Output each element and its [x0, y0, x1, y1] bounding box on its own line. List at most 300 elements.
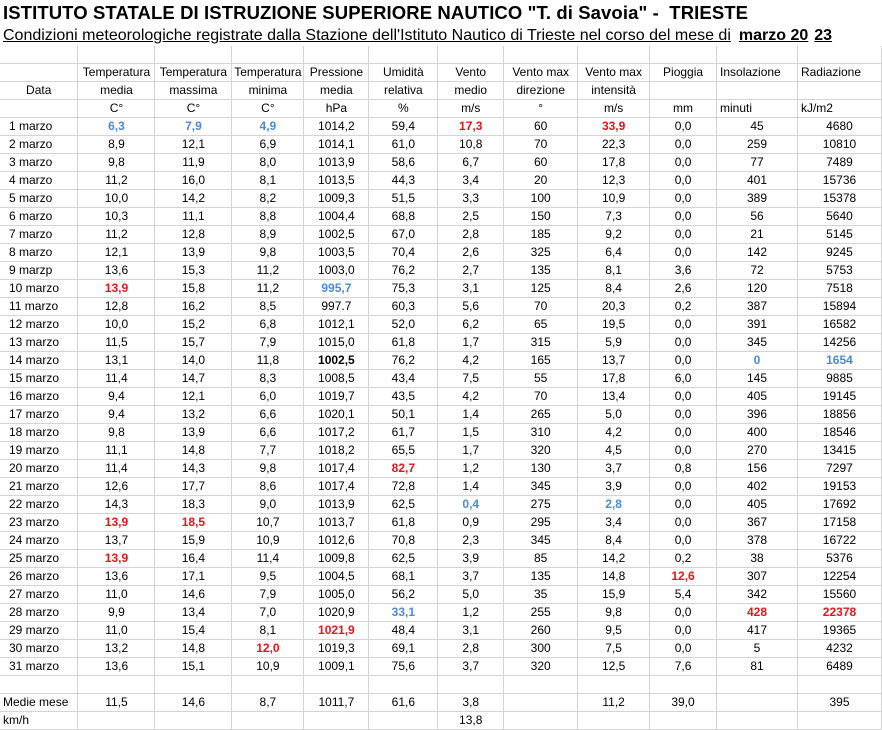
table-row: [0, 298, 882, 316]
value-cell: 367: [717, 514, 798, 532]
value-cell: 0,0: [650, 532, 717, 550]
value-cell: 81: [717, 658, 798, 676]
date-cell: 15 marzo: [0, 370, 78, 388]
column-header: C°: [155, 100, 232, 118]
value-cell: 4,5: [578, 442, 650, 460]
column-header: direzione: [504, 82, 578, 100]
value-cell: 19153: [797, 478, 881, 496]
value-cell: 1003,0: [304, 262, 369, 280]
value-cell: 65: [504, 316, 578, 334]
value-cell: 13,2: [78, 640, 155, 658]
empty-cell: [232, 676, 304, 694]
date-cell: 28 marzo: [0, 604, 78, 622]
value-cell: 68,1: [369, 568, 438, 586]
value-cell: 0: [717, 352, 798, 370]
column-header: kJ/m2: [797, 100, 881, 118]
value-cell: 12254: [797, 568, 881, 586]
date-cell: 30 marzo: [0, 640, 78, 658]
date-cell: 24 marzo: [0, 532, 78, 550]
header-row: [0, 100, 882, 118]
value-cell: 14,2: [155, 190, 232, 208]
value-cell: 10,9: [578, 190, 650, 208]
value-cell: 12,1: [155, 388, 232, 406]
value-cell: 3,9: [438, 550, 504, 568]
kmh-row: [0, 712, 882, 730]
value-cell: 142: [717, 244, 798, 262]
column-header: intensità: [578, 82, 650, 100]
date-cell: 8 marzo: [0, 244, 78, 262]
value-cell: 5: [717, 640, 798, 658]
header-row: [0, 82, 882, 100]
value-cell: 315: [504, 334, 578, 352]
value-cell: 19,5: [578, 316, 650, 334]
value-cell: 70: [504, 136, 578, 154]
value-cell: 0,0: [650, 622, 717, 640]
value-cell: 402: [717, 478, 798, 496]
value-cell: 3,4: [578, 514, 650, 532]
date-cell: 18 marzo: [0, 424, 78, 442]
value-cell: 378: [717, 532, 798, 550]
value-cell: 33,1: [369, 604, 438, 622]
value-cell: 1009,8: [304, 550, 369, 568]
kmh-cell: [304, 712, 369, 730]
table-body: [0, 46, 882, 730]
value-cell: 11,4: [232, 550, 304, 568]
value-cell: 13,9: [155, 244, 232, 262]
empty-cell: [504, 46, 578, 64]
value-cell: 125: [504, 280, 578, 298]
value-cell: 8,4: [578, 280, 650, 298]
empty-cell: [650, 676, 717, 694]
value-cell: 1654: [797, 352, 881, 370]
value-cell: 3,1: [438, 280, 504, 298]
value-cell: 11,9: [155, 154, 232, 172]
table-row: [0, 352, 882, 370]
value-cell: 0,2: [650, 550, 717, 568]
value-cell: 1013,7: [304, 514, 369, 532]
value-cell: 8,3: [232, 370, 304, 388]
value-cell: 1,2: [438, 604, 504, 622]
value-cell: 417: [717, 622, 798, 640]
value-cell: 0,0: [650, 514, 717, 532]
column-header: Pioggia: [650, 64, 717, 82]
column-header: relativa: [369, 82, 438, 100]
value-cell: 185: [504, 226, 578, 244]
value-cell: 13,4: [155, 604, 232, 622]
value-cell: 0,0: [650, 388, 717, 406]
column-header: [0, 100, 78, 118]
value-cell: 1017,4: [304, 478, 369, 496]
value-cell: 17158: [797, 514, 881, 532]
value-cell: 6,8: [232, 316, 304, 334]
table-row: [0, 532, 882, 550]
empty-cell: [155, 46, 232, 64]
table-row: [0, 568, 882, 586]
empty-cell: [304, 676, 369, 694]
table-row: [0, 244, 882, 262]
value-cell: 0,2: [650, 298, 717, 316]
table-row: [0, 640, 882, 658]
value-cell: 100: [504, 190, 578, 208]
value-cell: 150: [504, 208, 578, 226]
value-cell: 1014,1: [304, 136, 369, 154]
value-cell: 15,8: [155, 280, 232, 298]
value-cell: 70,8: [369, 532, 438, 550]
value-cell: 401: [717, 172, 798, 190]
table-row: [0, 316, 882, 334]
table-row: [0, 406, 882, 424]
value-cell: 14,6: [155, 586, 232, 604]
value-cell: 14,3: [155, 460, 232, 478]
value-cell: 345: [504, 532, 578, 550]
value-cell: 11,2: [78, 172, 155, 190]
table-row: [0, 280, 882, 298]
value-cell: 1021,9: [304, 622, 369, 640]
value-cell: 1009,3: [304, 190, 369, 208]
value-cell: 156: [717, 460, 798, 478]
date-cell: 21 marzo: [0, 478, 78, 496]
empty-cell: [717, 676, 798, 694]
value-cell: 13,2: [155, 406, 232, 424]
average-cell: 395: [797, 694, 881, 712]
empty-cell: [0, 46, 78, 64]
value-cell: 9,5: [578, 622, 650, 640]
value-cell: 11,2: [232, 262, 304, 280]
column-header: C°: [232, 100, 304, 118]
value-cell: 12,0: [232, 640, 304, 658]
value-cell: 13,7: [578, 352, 650, 370]
value-cell: 10810: [797, 136, 881, 154]
value-cell: 0,0: [650, 226, 717, 244]
empty-cell: [650, 46, 717, 64]
value-cell: 43,5: [369, 388, 438, 406]
empty-cell: [78, 46, 155, 64]
value-cell: 11,1: [155, 208, 232, 226]
value-cell: 3,6: [650, 262, 717, 280]
value-cell: 1019,7: [304, 388, 369, 406]
value-cell: 52,0: [369, 316, 438, 334]
value-cell: 12,8: [155, 226, 232, 244]
average-cell: 8,7: [232, 694, 304, 712]
date-cell: 17 marzo: [0, 406, 78, 424]
date-cell: 31 marzo: [0, 658, 78, 676]
value-cell: 0,0: [650, 352, 717, 370]
value-cell: 1014,2: [304, 118, 369, 136]
value-cell: 51,5: [369, 190, 438, 208]
value-cell: 3,1: [438, 622, 504, 640]
value-cell: 11,4: [78, 370, 155, 388]
empty-cell: [0, 676, 78, 694]
value-cell: 1013,5: [304, 172, 369, 190]
value-cell: 7,9: [232, 334, 304, 352]
value-cell: 135: [504, 262, 578, 280]
value-cell: 7,0: [232, 604, 304, 622]
date-cell: 1 marzo: [0, 118, 78, 136]
value-cell: 8,5: [232, 298, 304, 316]
table-row: [0, 172, 882, 190]
value-cell: 12,6: [650, 568, 717, 586]
value-cell: 1003,5: [304, 244, 369, 262]
value-cell: 2,6: [438, 244, 504, 262]
value-cell: 0,0: [650, 496, 717, 514]
column-header: Data: [0, 82, 78, 100]
value-cell: 15736: [797, 172, 881, 190]
value-cell: 75,3: [369, 280, 438, 298]
value-cell: 2,8: [438, 640, 504, 658]
value-cell: 1020,9: [304, 604, 369, 622]
table-row: [0, 604, 882, 622]
value-cell: 1018,2: [304, 442, 369, 460]
table-row: [0, 154, 882, 172]
value-cell: 11,4: [78, 460, 155, 478]
averages-label: Medie mese: [0, 694, 78, 712]
value-cell: 0,0: [650, 406, 717, 424]
value-cell: 16722: [797, 532, 881, 550]
subtitle-text: Condizioni meteorologiche registrate dalla Stazione dell'Istituto Nautico di Trieste nel corso del mese di: [3, 27, 731, 44]
value-cell: 6,0: [650, 370, 717, 388]
table-row: [0, 208, 882, 226]
date-cell: 7 marzo: [0, 226, 78, 244]
table-row: [0, 334, 882, 352]
value-cell: 8,9: [78, 136, 155, 154]
value-cell: 5640: [797, 208, 881, 226]
value-cell: 15,3: [155, 262, 232, 280]
value-cell: 10,7: [232, 514, 304, 532]
value-cell: 3,4: [438, 172, 504, 190]
value-cell: 1013,9: [304, 496, 369, 514]
value-cell: 76,2: [369, 262, 438, 280]
value-cell: 13,6: [78, 262, 155, 280]
value-cell: 62,5: [369, 496, 438, 514]
table-row: [0, 496, 882, 514]
value-cell: 14,8: [155, 640, 232, 658]
value-cell: 1015,0: [304, 334, 369, 352]
value-cell: 6,6: [232, 406, 304, 424]
value-cell: 6489: [797, 658, 881, 676]
value-cell: 3,3: [438, 190, 504, 208]
value-cell: 8,1: [232, 172, 304, 190]
value-cell: 44,3: [369, 172, 438, 190]
empty-cell: [369, 676, 438, 694]
value-cell: 17692: [797, 496, 881, 514]
value-cell: 5376: [797, 550, 881, 568]
subtitle-year: 23: [814, 27, 833, 44]
value-cell: 15560: [797, 586, 881, 604]
value-cell: 15378: [797, 190, 881, 208]
value-cell: 61,7: [369, 424, 438, 442]
value-cell: 9,8: [578, 604, 650, 622]
table-row: [0, 514, 882, 532]
column-header: Vento max: [578, 64, 650, 82]
value-cell: 1,4: [438, 478, 504, 496]
average-cell: [504, 694, 578, 712]
table-row: [0, 424, 882, 442]
value-cell: 61,8: [369, 334, 438, 352]
value-cell: 11,5: [78, 334, 155, 352]
date-cell: 12 marzo: [0, 316, 78, 334]
value-cell: 3,7: [578, 460, 650, 478]
value-cell: 400: [717, 424, 798, 442]
value-cell: 70,4: [369, 244, 438, 262]
value-cell: 60,3: [369, 298, 438, 316]
value-cell: 62,5: [369, 550, 438, 568]
average-cell: 14,6: [155, 694, 232, 712]
value-cell: 995,7: [304, 280, 369, 298]
value-cell: 13,4: [578, 388, 650, 406]
value-cell: 0,4: [438, 496, 504, 514]
value-cell: 6,6: [232, 424, 304, 442]
column-header: mm: [650, 100, 717, 118]
value-cell: 2,3: [438, 532, 504, 550]
table-row: [0, 442, 882, 460]
kmh-cell: [578, 712, 650, 730]
value-cell: 0,0: [650, 316, 717, 334]
value-cell: 76,2: [369, 352, 438, 370]
value-cell: 17,7: [155, 478, 232, 496]
date-cell: 3 marzo: [0, 154, 78, 172]
value-cell: 12,6: [78, 478, 155, 496]
value-cell: 997.7: [304, 298, 369, 316]
value-cell: 7,9: [155, 118, 232, 136]
empty-cell: [438, 46, 504, 64]
date-cell: 11 marzo: [0, 298, 78, 316]
kmh-cell: [78, 712, 155, 730]
empty-cell: [304, 46, 369, 64]
value-cell: 19145: [797, 388, 881, 406]
value-cell: 17,3: [438, 118, 504, 136]
value-cell: 0,8: [650, 460, 717, 478]
value-cell: 13,9: [78, 280, 155, 298]
value-cell: 320: [504, 442, 578, 460]
value-cell: 405: [717, 496, 798, 514]
kmh-cell: [650, 712, 717, 730]
value-cell: 5,0: [438, 586, 504, 604]
column-header: media: [304, 82, 369, 100]
value-cell: 8,8: [232, 208, 304, 226]
value-cell: 12,8: [78, 298, 155, 316]
value-cell: 14,8: [578, 568, 650, 586]
value-cell: 1017,2: [304, 424, 369, 442]
value-cell: 33,9: [578, 118, 650, 136]
value-cell: 255: [504, 604, 578, 622]
value-cell: 1005,0: [304, 586, 369, 604]
value-cell: 8,1: [232, 622, 304, 640]
value-cell: 9,8: [232, 460, 304, 478]
value-cell: 1009,1: [304, 658, 369, 676]
column-header: C°: [78, 100, 155, 118]
value-cell: 67,0: [369, 226, 438, 244]
empty-cell: [578, 46, 650, 64]
average-cell: 3,8: [438, 694, 504, 712]
empty-cell: [717, 46, 798, 64]
value-cell: 1004,5: [304, 568, 369, 586]
value-cell: 20,3: [578, 298, 650, 316]
value-cell: 345: [504, 478, 578, 496]
value-cell: 7,7: [232, 442, 304, 460]
value-cell: 9,8: [232, 244, 304, 262]
value-cell: 16,2: [155, 298, 232, 316]
value-cell: 0,0: [650, 190, 717, 208]
value-cell: 7,5: [438, 370, 504, 388]
value-cell: 8,6: [232, 478, 304, 496]
column-header: [797, 82, 881, 100]
value-cell: 260: [504, 622, 578, 640]
value-cell: 38: [717, 550, 798, 568]
empty-cell: [504, 676, 578, 694]
kmh-cell: [232, 712, 304, 730]
value-cell: 11,0: [78, 622, 155, 640]
table-row: [0, 190, 882, 208]
value-cell: 8,1: [578, 262, 650, 280]
value-cell: 58,6: [369, 154, 438, 172]
value-cell: 35: [504, 586, 578, 604]
value-cell: 0,0: [650, 136, 717, 154]
empty-cell: [578, 676, 650, 694]
value-cell: 345: [717, 334, 798, 352]
value-cell: 20: [504, 172, 578, 190]
column-header: hPa: [304, 100, 369, 118]
value-cell: 6,3: [78, 118, 155, 136]
value-cell: 72: [717, 262, 798, 280]
column-header: Vento max: [504, 64, 578, 82]
value-cell: 0,0: [650, 244, 717, 262]
kmh-cell: [369, 712, 438, 730]
subtitle-month: marzo 20: [738, 27, 809, 44]
value-cell: 1004,4: [304, 208, 369, 226]
value-cell: 70: [504, 388, 578, 406]
value-cell: 5,4: [650, 586, 717, 604]
date-cell: 13 marzo: [0, 334, 78, 352]
value-cell: 11,1: [78, 442, 155, 460]
empty-cell: [797, 46, 881, 64]
value-cell: 13,6: [78, 568, 155, 586]
value-cell: 4680: [797, 118, 881, 136]
value-cell: 13,7: [78, 532, 155, 550]
value-cell: 77: [717, 154, 798, 172]
value-cell: 391: [717, 316, 798, 334]
value-cell: 12,1: [155, 136, 232, 154]
page-title: ISTITUTO STATALE DI ISTRUZIONE SUPERIORE NAUTICO "T. di Savoia" - TRIESTE: [3, 2, 749, 23]
date-cell: 4 marzo: [0, 172, 78, 190]
average-cell: 39,0: [650, 694, 717, 712]
value-cell: 325: [504, 244, 578, 262]
column-header: Radiazione: [797, 64, 881, 82]
value-cell: 5,0: [578, 406, 650, 424]
value-cell: 61,0: [369, 136, 438, 154]
value-cell: 7297: [797, 460, 881, 478]
value-cell: 8,2: [232, 190, 304, 208]
date-cell: 22 marzo: [0, 496, 78, 514]
date-cell: 23 marzo: [0, 514, 78, 532]
value-cell: 10,8: [438, 136, 504, 154]
empty-cell: [232, 46, 304, 64]
column-header: Temperatura: [232, 64, 304, 82]
table-row: [0, 226, 882, 244]
value-cell: 59,4: [369, 118, 438, 136]
date-cell: 5 marzo: [0, 190, 78, 208]
value-cell: 9885: [797, 370, 881, 388]
average-cell: 11,5: [78, 694, 155, 712]
value-cell: 19365: [797, 622, 881, 640]
value-cell: 5,6: [438, 298, 504, 316]
value-cell: 120: [717, 280, 798, 298]
date-cell: 6 marzo: [0, 208, 78, 226]
value-cell: 5,9: [578, 334, 650, 352]
value-cell: 145: [717, 370, 798, 388]
kmh-label: km/h: [0, 712, 78, 730]
value-cell: 3,9: [578, 478, 650, 496]
table-row: [0, 586, 882, 604]
